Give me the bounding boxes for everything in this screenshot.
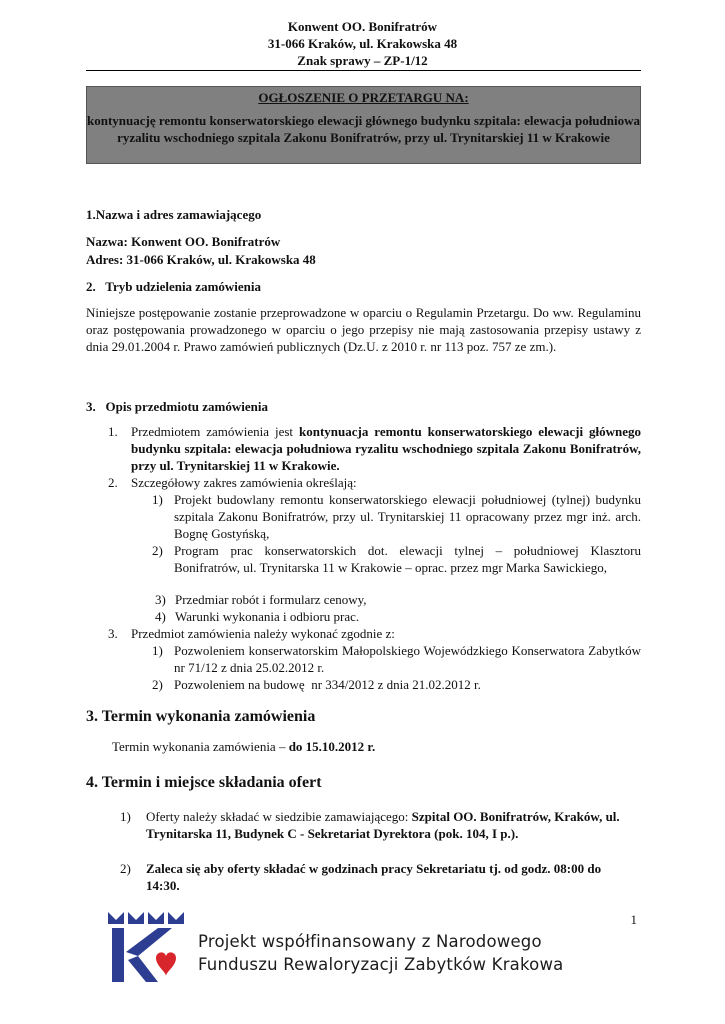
scope-item-3: Przedmiot zamówienia należy wykonać zgodnie z: xyxy=(131,626,395,641)
sublist-number: 1) xyxy=(152,492,163,507)
banner-subject: kontynuację remontu konserwatorskiego elewacji głównego budynku szpitala: elewacja południowa ryzalitu wschodniego szpitala Zakonu Bonifratrów, przy ul. Trynitarskiej 11 w Krakowie xyxy=(87,113,641,145)
list-number: 1. xyxy=(108,424,118,439)
list-number: 1) xyxy=(120,809,131,824)
funding-caption-line2: Funduszu Rewaloryzacji Zabytków Krakowa xyxy=(198,955,564,974)
deadline-label: Termin wykonania zamówienia – xyxy=(112,739,289,754)
scope-subitem: Pozwoleniem na budowę nr 334/2012 z dnia 21.02.2012 r. xyxy=(174,677,481,692)
submission-place xyxy=(146,808,634,842)
sublist-number: 2) xyxy=(152,543,163,558)
logo-crown-icon xyxy=(108,912,184,924)
section-2-heading: 2. Tryb udzielenia zamówienia xyxy=(86,279,262,294)
list-number: 2) xyxy=(120,861,131,876)
scope-subitem: Projekt budowlany remontu konserwatorskiego elewacji południowej (tylnej) budynku szpitala Zakonu Bonifratrów, przy ul. Trynitarskiej 11 opracowany przez mgr inż. arch. Bognę Gostyńską, xyxy=(174,492,641,541)
funding-caption xyxy=(198,930,563,976)
scope-subitem: Przedmiar robót i formularz cenowy, xyxy=(175,592,367,607)
scope-subitem: Pozwoleniem konserwatorskim Małopolskiego Wojewódzkiego Konserwatora Zabytków nr 71/12 z dnia 25.02.2012 r. xyxy=(174,643,641,675)
sublist-number: 2) xyxy=(152,677,163,692)
deadline-date: do 15.10.2012 r. xyxy=(288,739,376,754)
header-address: 31-066 Kraków, ul. Krakowska 48 xyxy=(267,36,458,51)
section-deadline-heading: 3. Termin wykonania zamówienia xyxy=(86,708,316,725)
scope-item-1 xyxy=(131,423,641,474)
deadline-text xyxy=(112,738,632,755)
sublist-number: 3) xyxy=(155,592,166,607)
logo-k-stem xyxy=(112,928,124,982)
contracting-address: Adres: 31-066 Kraków, ul. Krakowska 48 xyxy=(86,252,316,267)
contracting-name: Nazwa: Konwent OO. Bonifratrów xyxy=(86,234,281,249)
header-divider xyxy=(86,70,641,71)
page-number: 1 xyxy=(630,912,637,927)
logo-k-arm xyxy=(126,928,172,956)
section-2-body: Niniejsze postępowanie zostanie przeprowadzone w oparciu o Regulamin Przetargu. Do ww. Regulaminu oraz postępowania prowadzonego w oparciu o jego przepisy nie mają zastosowania przepisy ustawy z dnia 29.01.2004 r. Prawo zamówień publicznych (Dz.U. z 2010 r. nr 113 poz. 757 ze zm.). xyxy=(86,305,641,354)
funding-logo xyxy=(108,912,184,982)
scope-subitem: Warunki wykonania i odbioru prac. xyxy=(175,609,360,624)
scope-item-2: Szczegółowy zakres zamówienia określają: xyxy=(131,475,357,490)
banner-title: OGŁOSZENIE O PRZETARGU NA: xyxy=(258,90,469,105)
header-institution: Konwent OO. Bonifratrów xyxy=(287,19,438,34)
scope-item-1-subject: kontynuacja remontu konserwatorskiego elewacji głównego budynku szpitala: elewacja południowa ryzalitu wschodniego szpitala Zakonu Bonifratrów, przy ul. Trynitarskiej 11 w Krakowie. xyxy=(131,424,641,473)
section-3-heading: 3. Opis przedmiotu zamówienia xyxy=(86,399,268,414)
section-submission-heading: 4. Termin i miejsce składania ofert xyxy=(86,774,322,791)
logo-k-leg xyxy=(128,956,158,982)
announcement-banner xyxy=(86,86,641,164)
list-number: 3. xyxy=(108,626,118,641)
scope-item-1-text: Przedmiotem zamówienia jest xyxy=(131,424,299,439)
section-1-heading: 1.Nazwa i adres zamawiającego xyxy=(86,207,262,222)
sublist-number: 4) xyxy=(155,609,166,624)
document-header xyxy=(0,18,725,69)
submission-place-address: Szpital OO. Bonifratrów, Kraków, ul. Trynitarska 11, Budynek C - Sekretariat Dyrektora (pok. 104, I p.). xyxy=(146,809,620,841)
header-case-number: Znak sprawy – ZP-1/12 xyxy=(297,53,428,68)
logo-heart-icon xyxy=(156,952,176,976)
submission-hours: Zaleca się aby oferty składać w godzinach pracy Sekretariatu tj. od godz. 08:00 do 14:30. xyxy=(146,861,602,893)
list-number: 2. xyxy=(108,475,118,490)
submission-place-text: Oferty należy składać w siedzibie zamawiającego: xyxy=(146,809,412,824)
funding-caption-line1: Projekt współfinansowany z Narodowego xyxy=(198,932,542,951)
sublist-number: 1) xyxy=(152,643,163,658)
scope-subitem: Program prac konserwatorskich dot. elewacji tylnej – południowej Klasztoru Bonifratrów, ul. Trynitarska 11 w Krakowie – oprac. przez mgr Marka Sawickiego, xyxy=(174,543,641,575)
